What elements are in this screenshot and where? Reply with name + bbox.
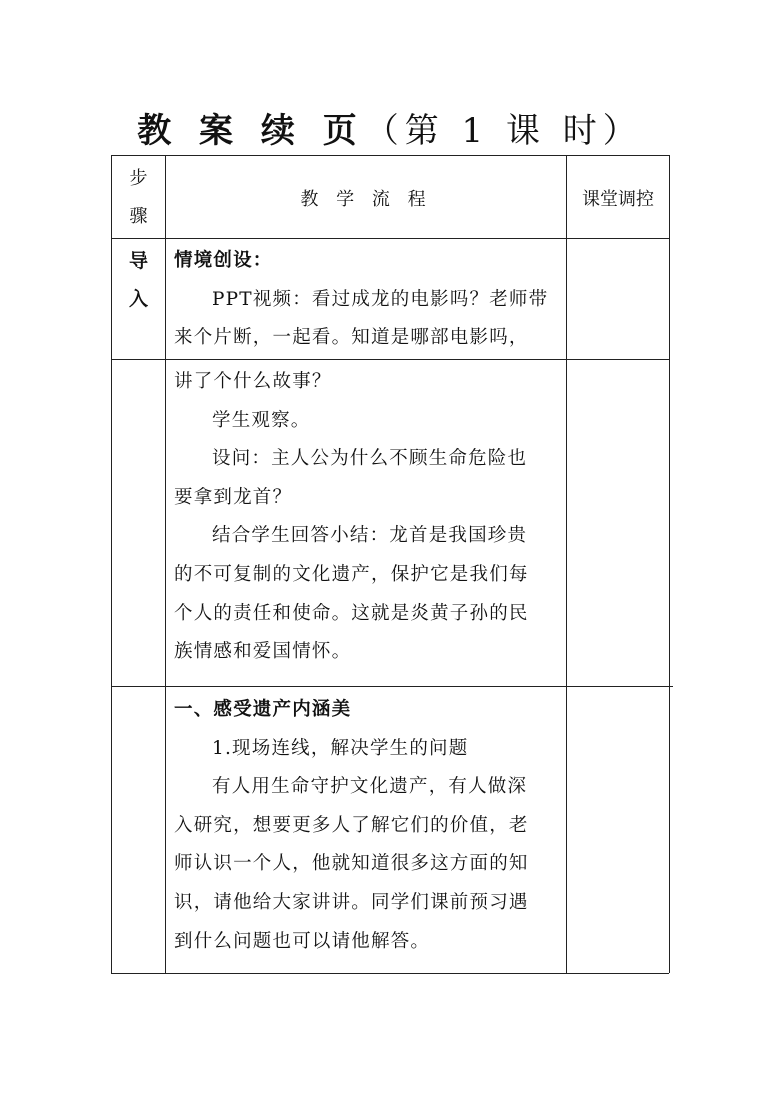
paragraph: 要拿到龙首？ [174,486,293,508]
header-step-label: 步 骤 [129,168,148,227]
row-content [174,363,562,672]
title-main: 教 案 续 页 [137,111,365,151]
table-bottom-border [111,973,669,974]
header-step [112,160,165,236]
paragraph: PPT视频：看过成龙的电影吗？老师带 [212,288,549,310]
header-process: 教 学 流 程 [300,189,432,210]
row-content [174,691,562,961]
paragraph: 族情感和爱国情怀。 [174,641,352,663]
paragraph: 有人用生命守护文化遗产，有人做深 [212,776,528,798]
header-control: 课堂调控 [582,189,654,210]
title-lesson: （第 1 课 时） [364,111,643,151]
paragraph: 识，请他给大家讲讲。同学们课前预习遇 [174,891,529,913]
row-content [174,242,562,358]
section-heading: 一、感受遗产内涵美 [174,699,352,720]
paragraph: 设问：主人公为什么不顾生命危险也 [212,448,528,470]
paragraph: 情境创设： [174,250,273,271]
table-right-border [669,155,670,973]
row-divider [111,359,669,360]
paragraph: 1.现场连线，解决学生的问题 [212,737,469,759]
paragraph: 讲了个什么故事？ [174,371,332,392]
step-text: 导 入 [128,250,148,310]
paragraph: 来个片断，一起看。知道是哪部电影吗， [174,327,529,349]
column-divider [566,155,567,973]
paragraph: 个人的责任和使命。这就是炎黄子孙的民 [174,602,529,624]
paragraph: 的不可复制的文化遗产，保护它是我们每 [174,563,529,585]
table-top-border [111,155,669,156]
page-title [0,103,780,152]
paragraph: 结合学生回答小结：龙首是我国珍贵 [212,525,528,547]
paragraph: 师认识一个人，他就知道很多这方面的知 [174,853,529,875]
column-divider [165,155,166,973]
row-divider [111,686,673,687]
header-bottom-border [111,238,669,239]
paragraph: 到什么问题也可以请他解答。 [174,930,431,952]
paragraph: 学生观察。 [212,409,311,431]
row-step-label [112,242,165,318]
paragraph: 入研究，想要更多人了解它们的价值，老 [174,814,529,836]
